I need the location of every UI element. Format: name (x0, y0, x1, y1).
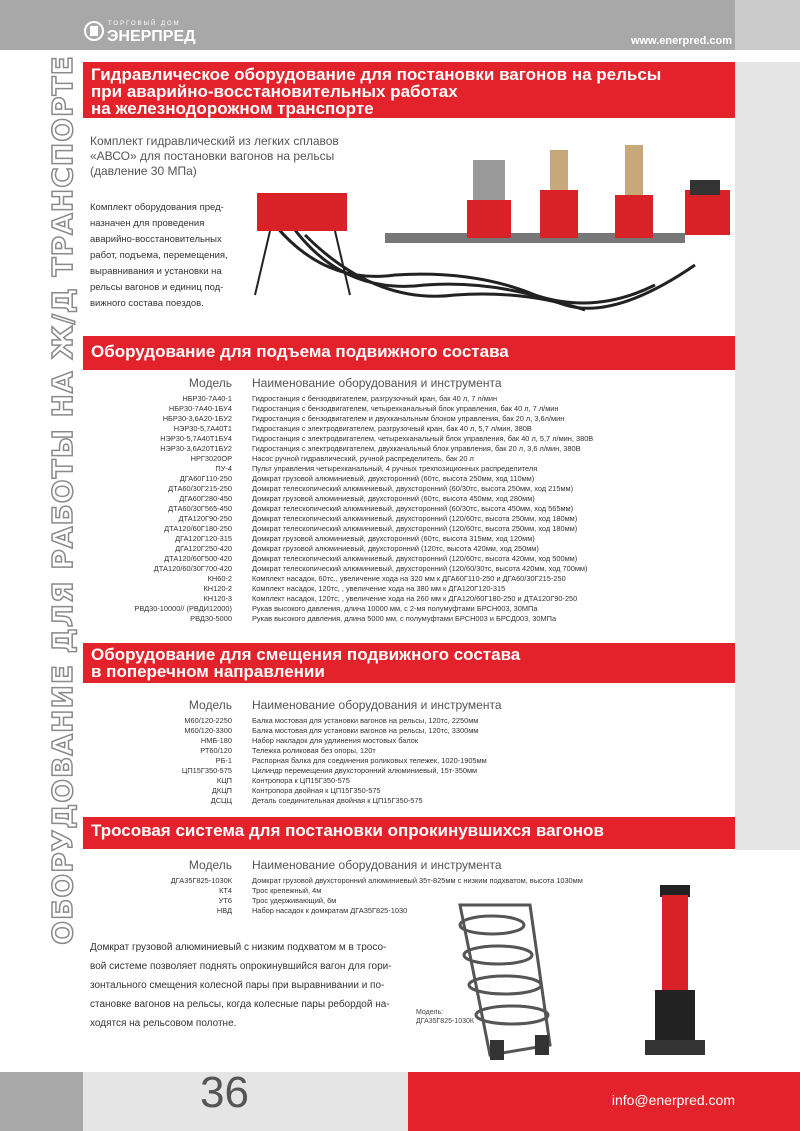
desc-line: аварийно-восстановительных (90, 234, 222, 245)
banner-line: на железнодорожном транспорте (91, 99, 374, 118)
desc-line: рельсы вагонов и единиц под- (90, 282, 224, 293)
table-row (90, 454, 650, 464)
name-cell: Домкрат грузовой алюминиевый, двухсторонний (60тс, высота 450мм, ход 280мм) (252, 494, 535, 503)
name-cell: Гидростанция с бензодвигателем, четырехканальный блок управления, бак 40 л, 7 л/мин (252, 404, 559, 413)
model-cell: НМБ-180 (200, 736, 232, 745)
name-cell: Балка мостовая для установки вагонов на рельсы, 120тс, 2250мм (252, 716, 479, 725)
model-cell: КН60-2 (207, 574, 232, 583)
table-row (90, 394, 650, 404)
footer-left (0, 1072, 83, 1131)
table-row (90, 474, 650, 484)
section-banner-lifting (83, 336, 735, 370)
table-row (90, 554, 650, 564)
name-cell: Домкрат телескопический алюминиевый, двухсторонний (60/30тс, высота 250мм, ход 215мм) (252, 484, 574, 493)
table-row (90, 604, 650, 614)
desc-line: назначен для проведения (90, 218, 205, 229)
model-cell: РВД30-10000// (РВДИ12000) (134, 604, 232, 613)
section-banner-hydraulic (83, 62, 735, 118)
model-cell: НБР30-3,6А20-1БУ2 (162, 414, 232, 423)
name-cell: Комплект насадок, 120тс, , увеличение хода на 260 мм к ДГА120/60Г180-250 и ДТА120Г90-250 (252, 594, 578, 603)
table-row (90, 494, 650, 504)
banner-line: в поперечном направлении (91, 662, 325, 681)
model-cell: КТ4 (219, 886, 232, 895)
name-cell: Домкрат грузовой алюминиевый, двухсторонний (60тс, высота 315мм, ход 120мм) (252, 534, 535, 543)
table-row (90, 504, 650, 514)
table-row (90, 464, 650, 474)
name-cell: Комплект насадок, 60тс., увеличение хода на 320 мм к ДГА60Г110-250 и ДГА60/30Г215-250 (252, 574, 566, 583)
name-cell: Домкрат телескопический алюминиевый, двухсторонний (120/60тс, высота 250мм, ход 180мм) (252, 514, 578, 523)
jack-description (90, 938, 410, 1033)
table-row (90, 534, 650, 544)
model-cell: НЭР30-3,6А20Т1БУ2 (160, 444, 232, 453)
name-cell: Набор насадок к домкратам ДГА35Г825-1030 (252, 906, 408, 915)
column-model: Модель (188, 376, 232, 390)
table-row (90, 876, 650, 886)
table-row (90, 796, 650, 806)
name-cell: Деталь соединительная двойная к ЦП15Г350-575 (252, 796, 423, 805)
table-row (90, 746, 650, 756)
column-model: Модель (188, 698, 232, 712)
table-row (90, 434, 650, 444)
table-row (90, 424, 650, 434)
company-logo (84, 16, 214, 44)
name-cell: Домкрат телескопический алюминиевый, двухсторонний (120/60тс, высота 420мм, ход 500мм) (252, 554, 578, 563)
banner-title: Тросовая система для постановки опрокинувшихся вагонов (91, 821, 604, 840)
desc-line: вижного состава поездов. (90, 298, 204, 309)
low-lift-jack-photo (640, 880, 710, 1070)
table-row (90, 756, 650, 766)
para-line: зонтального смещения колесной пары при выравнивании и по- (90, 980, 385, 991)
name-cell: Балка мостовая для установки вагонов на рельсы, 120тс, 3300мм (252, 726, 479, 735)
model-cell: ДТА60/30Г215-250 (168, 484, 232, 493)
model-cell: НБР30-7А40-1БУ4 (168, 404, 232, 413)
name-cell: Тележка роликовая без опоры, 120т (252, 746, 376, 755)
table-row (90, 776, 650, 786)
email-link[interactable]: info@enerpred.com (611, 1092, 735, 1108)
name-cell: Гидростанция с бензодвигателем и двухканальным блоком управления, бак 20 л, 3,6л/мин (252, 414, 565, 423)
banner-line: при аварийно-восстановительных работах (91, 82, 458, 101)
name-cell: Набор накладок для удлинения мостовых балок (252, 736, 419, 745)
name-cell: Домкрат телескопический алюминиевый, двухсторонний (60/30тс, высота 450мм, ход 565мм) (252, 504, 574, 513)
model-cell: М60/120-2250 (184, 716, 232, 725)
name-cell: Домкрат грузовой двухсторонний алюминиевый 35т-825мм с низким подхватом, высота 1030мм (252, 876, 583, 885)
table-row (90, 736, 650, 746)
logo-subtitle: ТОРГОВЫЙ ДОМ (108, 21, 181, 27)
name-cell: Цилиндр перемещения двухсторонний алюминиевый, 15т-350мм (252, 766, 478, 775)
name-cell: Гидростанция с электродвигателем, разгрузочный кран, бак 40 л, 5,7 л/мин, 380В (252, 424, 532, 433)
banner-line: Оборудование для смещения подвижного состава (91, 645, 521, 664)
name-cell: Рукав высокого давления, длина 10000 мм, с 2-мя полумуфтами БРСН003, 30МПа (252, 604, 538, 613)
model-cell: ДСЦЦ (210, 796, 232, 805)
table-row (90, 404, 650, 414)
para-line: становке вагонов на рельсы, когда колесные пары ребордой на- (90, 999, 390, 1010)
name-cell: Распорная балка для соединения роликовых тележек, 1020-1905мм (252, 756, 487, 765)
table-row (90, 574, 650, 584)
column-model: Модель (188, 858, 232, 872)
model-cell: ЦП15Г350-575 (181, 766, 232, 775)
name-cell: Домкрат телескопический алюминиевый, двухсторонний (120/60тс, высота 250мм, ход 180мм) (252, 524, 578, 533)
model-cell: ДКЦП (211, 786, 232, 795)
table-row (90, 766, 650, 776)
model-cell: НВД (216, 906, 232, 915)
caption-line: Модель: (416, 1009, 444, 1016)
photo-caption (416, 1008, 496, 1026)
para-line: Домкрат грузовой алюминиевый с низким подхватом м в тросо- (90, 942, 387, 953)
column-name: Наименование оборудования и инструмента (252, 858, 502, 872)
website-link[interactable]: www.enerpred.com (630, 35, 732, 47)
table-row (90, 584, 650, 594)
section-banner-cable (83, 817, 735, 849)
table-row (90, 726, 650, 736)
table-row (90, 544, 650, 554)
vertical-section-title: ОБОРУДОВАНИЕ ДЛЯ РАБОТЫ НА Ж/Д ТРАНСПОРТЕ (46, 55, 79, 945)
name-cell: Гидростанция с бензодвигателем, разгрузочный кран, бак 40 л, 7 л/мин (252, 394, 498, 403)
model-cell: УТ6 (218, 896, 232, 905)
model-cell: НРГ3020ОР (190, 454, 232, 463)
model-cell: ДГА60Г280-450 (179, 494, 232, 503)
name-cell: Трос крепежный, 4м (252, 886, 322, 895)
hydraulic-kit-photo (235, 145, 735, 325)
model-cell: НБР30-7А40-1 (182, 394, 232, 403)
table-row (90, 524, 650, 534)
table-row (90, 594, 650, 604)
table-row (90, 564, 650, 574)
section-banner-shifting (83, 643, 735, 683)
model-cell: РТ60/120 (200, 746, 232, 755)
table-shifting (90, 716, 650, 806)
model-cell: ДГА120Г250-420 (175, 544, 232, 553)
right-strip (735, 62, 800, 850)
desc-line: Комплект оборудования пред- (90, 202, 224, 213)
name-cell: Трос удерживающий, 6м (252, 896, 337, 905)
name-cell: Насос ручной гидравлический, ручной распределитель, бак 20 л (252, 454, 474, 463)
column-name: Наименование оборудования и инструмента (252, 698, 502, 712)
name-cell: Домкрат грузовой алюминиевый, двухсторонний (120тс, высота 420мм, ход 250мм) (252, 544, 539, 553)
name-cell: Домкрат телескопический алюминиевый, двухсторонний (120/60/30тс, высота 420мм, ход 700мм) (252, 564, 588, 573)
table-row (90, 716, 650, 726)
kit-title-line: «АВСО» для постановки вагонов на рельсы (90, 149, 335, 163)
page-number: 36 (200, 1068, 249, 1117)
banner-title: Оборудование для подъема подвижного состава (91, 342, 509, 361)
para-line: ходятся на рельсовом полотне. (90, 1018, 237, 1029)
model-cell: НЭР30-5,7А40Т1БУ4 (160, 434, 232, 443)
name-cell: Комплект насадок, 120тс, , увеличение хода на 380 мм к ДГА120Г120-315 (252, 584, 506, 593)
model-cell: ДГА60Г110-250 (179, 474, 232, 483)
column-name: Наименование оборудования и инструмента (252, 376, 502, 390)
kit-description (90, 200, 240, 312)
model-cell: НЭР30-5,7А40Т1 (173, 424, 232, 433)
table-row (90, 614, 650, 624)
name-cell: Контропора двойная к ЦП15Г350-575 (252, 786, 381, 795)
table-row (90, 444, 650, 454)
desc-line: выравнивания и установки на (90, 266, 222, 277)
name-cell: Гидростанция с электродвигателем, двухканальный блок управления, бак 20 л, 3,6 л/мин, 380В (252, 444, 581, 453)
cable-system-photo (430, 895, 570, 1065)
name-cell: Контропора к ЦП15Г350-575 (252, 776, 350, 785)
kit-title-line: Комплект гидравлический из легких сплавов (90, 134, 339, 148)
model-cell: ДТА120/60Г500-420 (164, 554, 232, 563)
model-cell: ДТА120/60/30Г700-420 (153, 564, 232, 573)
para-line: вой системе позволяет поднять опрокинувшийся вагон для гори- (90, 961, 392, 972)
desc-line: работ, подъема, перемещения, (90, 250, 228, 261)
table-row (90, 514, 650, 524)
kit-title-line: (давление 30 МПа) (90, 164, 197, 178)
name-cell: Пульт управления четырехканальный, 4 ручных трехпозиционных распределителя (252, 464, 538, 473)
model-cell: РВД30-5000 (190, 614, 232, 623)
name-cell: Гидростанция с электродвигателем, четырехканальный блок управления, бак 40 л, 5,7 л/мин, 380В (252, 434, 594, 443)
model-cell: КН120-2 (203, 584, 232, 593)
name-cell: Рукав высокого давления, длина 5000 мм, с полумуфтами БРСН003 и БРСД003, 30МПа (252, 614, 557, 623)
model-cell: ДГА120Г120-315 (175, 534, 232, 543)
table-row (90, 484, 650, 494)
table-row (90, 786, 650, 796)
model-cell: КН120-3 (203, 594, 232, 603)
model-cell: ДТА120/60Г180-250 (164, 524, 232, 533)
model-cell: ДТА120Г90-250 (178, 514, 232, 523)
logo-name: ЭНЕРПРЕД (107, 28, 196, 44)
table-lifting (90, 394, 650, 624)
model-cell: ДТА60/30Г565-450 (168, 504, 232, 513)
table-row (90, 414, 650, 424)
model-cell: ПУ-4 (215, 464, 232, 473)
model-cell: КЦП (216, 776, 232, 785)
model-cell: М60/120-3300 (184, 726, 232, 735)
header-corner (735, 0, 800, 50)
banner-line: Гидравлическое оборудование для постановки вагонов на рельсы (91, 65, 662, 84)
name-cell: Домкрат грузовой алюминиевый, двухсторонний (60тс, высота 250мм, ход 110мм) (252, 474, 535, 483)
model-cell: ДГА35Г825-1030К (170, 876, 232, 885)
model-cell: РБ-1 (215, 756, 232, 765)
caption-line: ДГА35Г825-1030К (416, 1018, 474, 1025)
